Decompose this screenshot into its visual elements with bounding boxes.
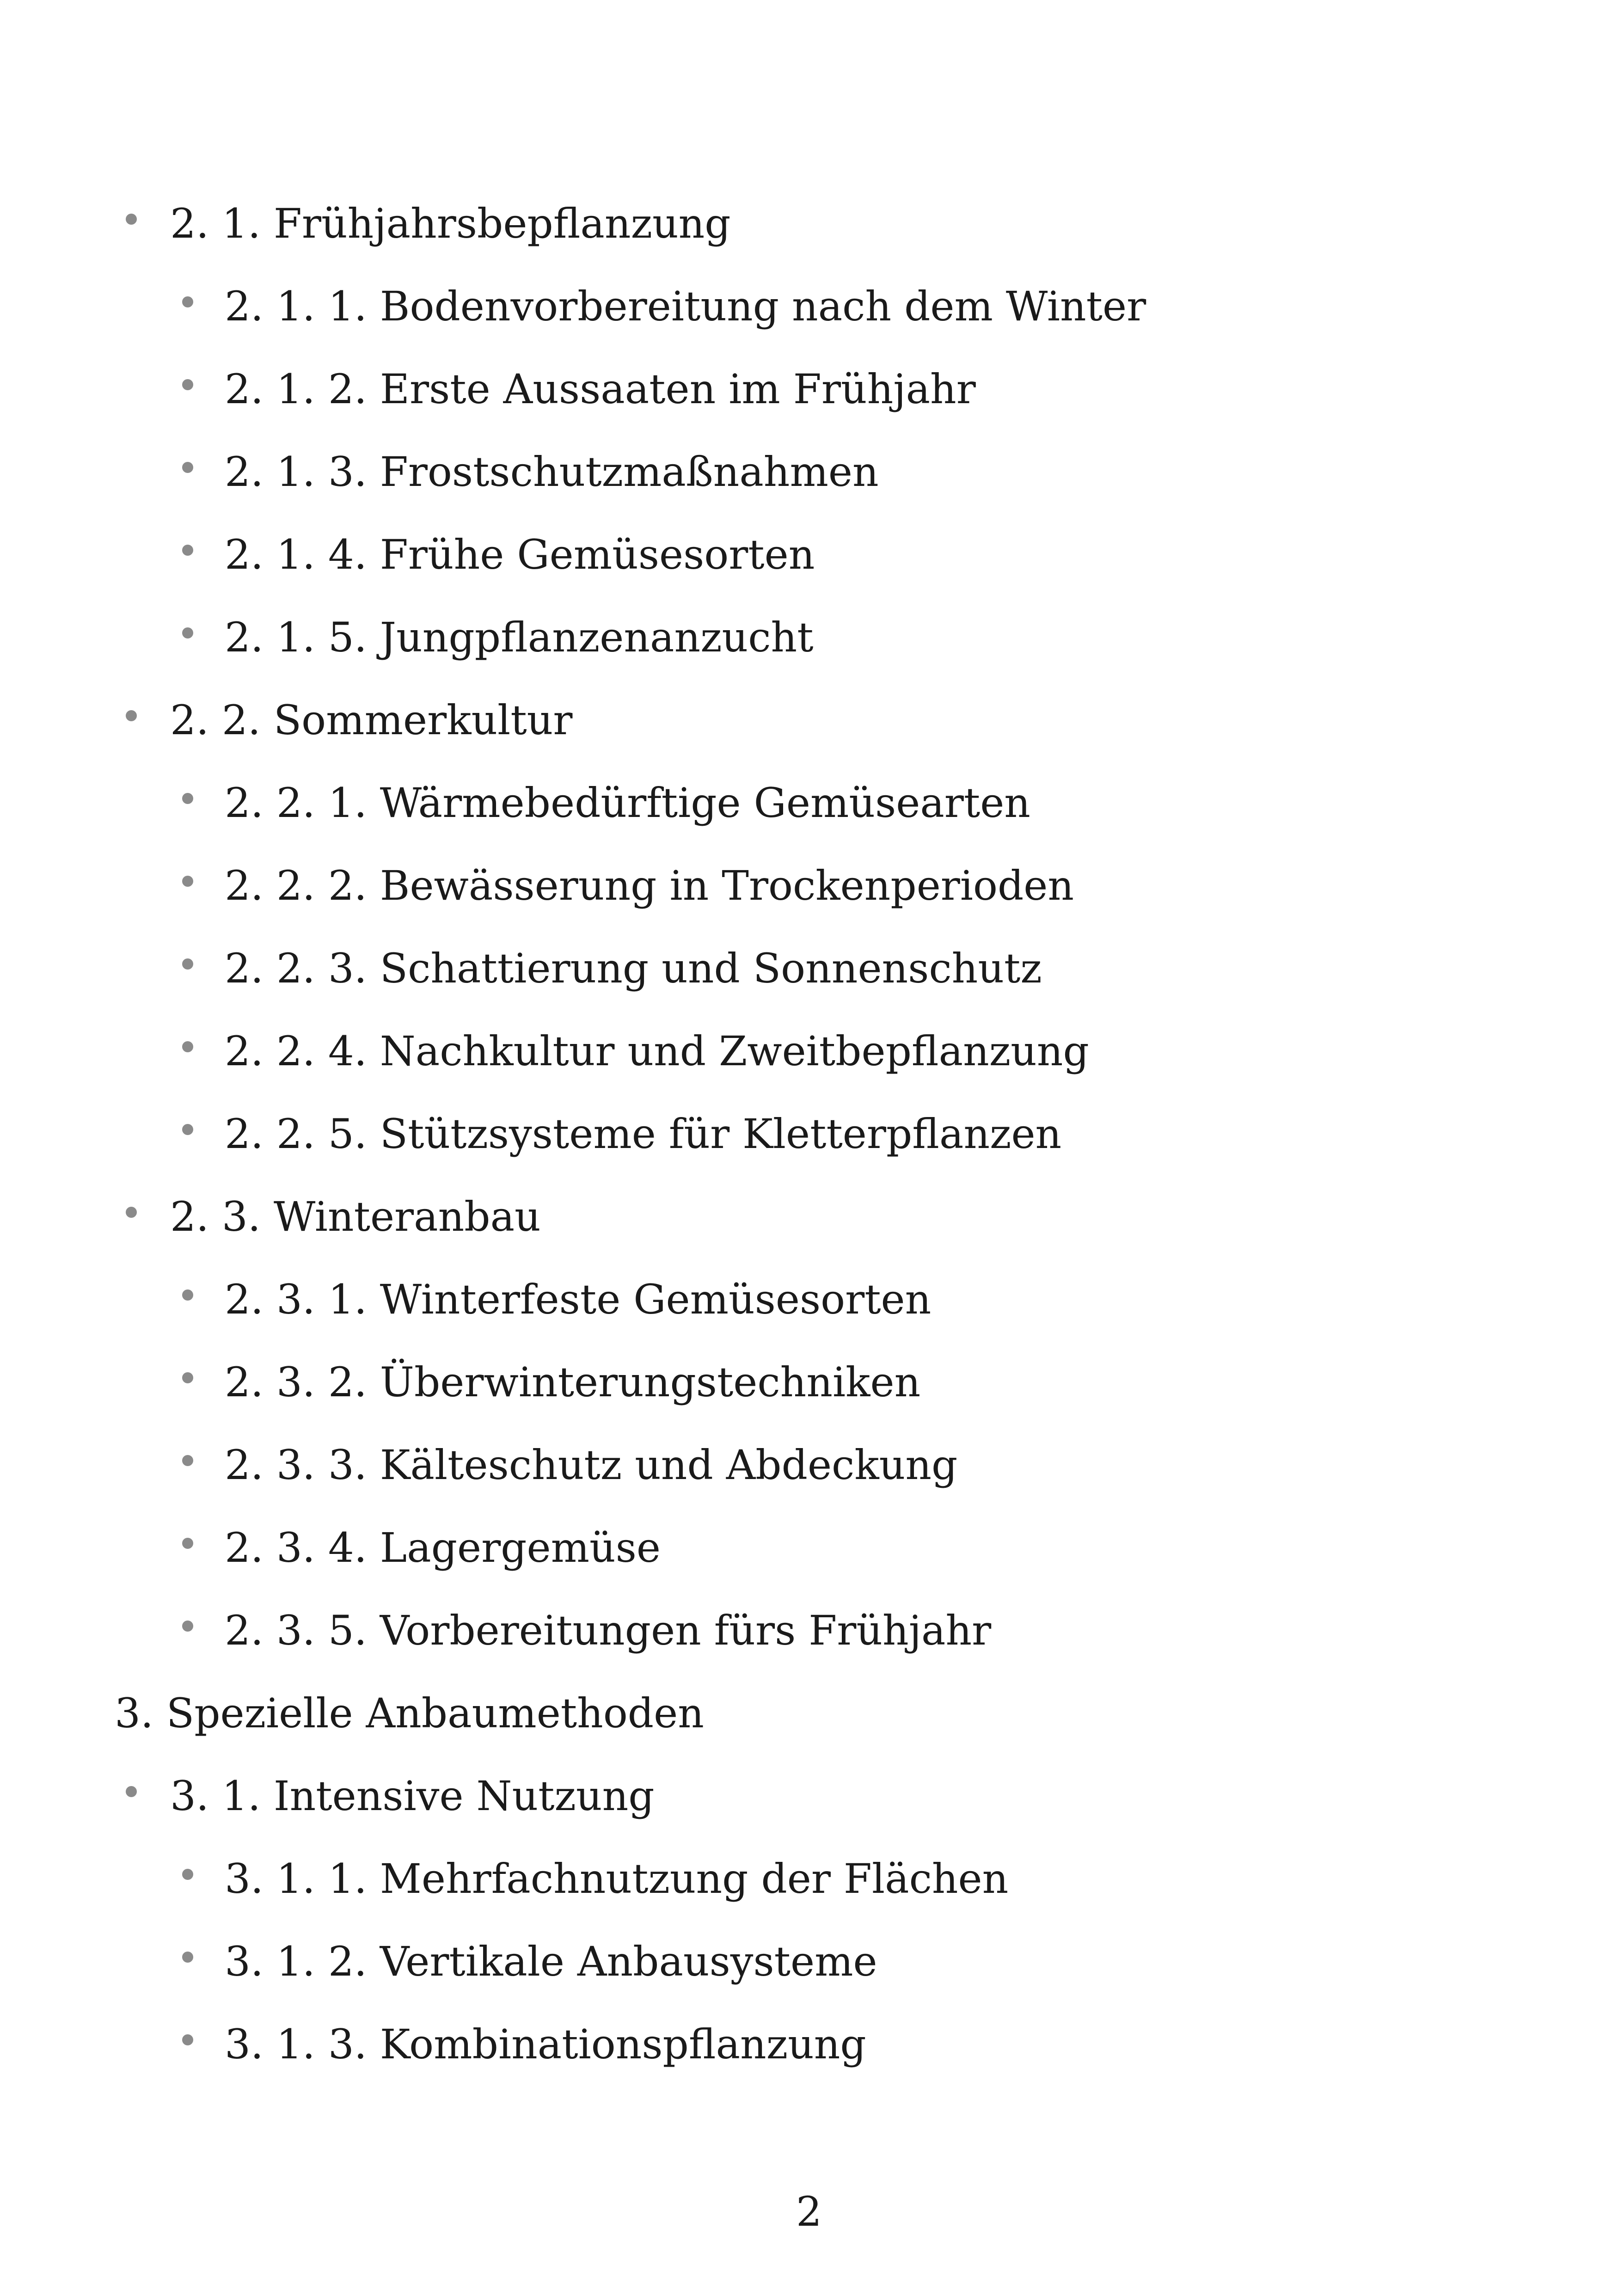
toc-entry-label: 2. 2. Sommerkultur (170, 696, 573, 744)
toc-entry-label: 3. Spezielle Anbaumethoden (115, 1689, 704, 1737)
toc-entry-label: 2. 3. 4. Lagergemüse (225, 1524, 661, 1572)
toc-entry[interactable] (225, 1358, 921, 1406)
bullet-icon (182, 876, 193, 887)
toc-entry-label: 3. 1. 1. Mehrfachnutzung der Flächen (225, 1855, 1009, 1903)
toc-entry[interactable] (225, 779, 1030, 827)
toc-entry[interactable] (170, 200, 731, 247)
bullet-icon (182, 1124, 193, 1135)
toc-entry-label: 2. 1. 4. Frühe Gemüsesorten (225, 531, 815, 578)
toc-entry[interactable] (225, 862, 1074, 909)
bullet-icon (182, 2034, 193, 2045)
toc-entry-label: 2. 3. 1. Winterfeste Gemüsesorten (225, 1276, 932, 1323)
toc-entry-label: 2. 1. 2. Erste Aussaaten im Frühjahr (225, 365, 976, 413)
toc-entry-label: 2. 3. 2. Überwinterungstechniken (225, 1358, 921, 1406)
toc-entry[interactable] (170, 696, 573, 744)
toc-entry[interactable] (170, 1772, 655, 1820)
toc-entry-label: 2. 1. 5. Jungpflanzenanzucht (225, 614, 814, 661)
toc-entry-label: 2. 3. Winteranbau (170, 1193, 541, 1240)
toc-entry-label: 3. 1. 2. Vertikale Anbausysteme (225, 1938, 877, 1985)
toc-entry[interactable] (225, 1276, 932, 1323)
toc-entry-label: 2. 2. 5. Stützsysteme für Kletterpflanzen (225, 1110, 1062, 1158)
toc-entry[interactable] (225, 531, 815, 578)
toc-entry[interactable] (225, 1524, 661, 1572)
toc-entry[interactable] (225, 2020, 866, 2068)
toc-entry-label: 2. 2. 1. Wärmebedürftige Gemüsearten (225, 779, 1030, 827)
bullet-icon (182, 1621, 193, 1632)
bullet-icon (182, 545, 193, 556)
bullet-icon (182, 1869, 193, 1880)
bullet-icon (126, 710, 137, 721)
toc-entry[interactable] (225, 614, 814, 661)
toc-entry[interactable] (115, 1689, 704, 1737)
toc-entry-label: 2. 2. 3. Schattierung und Sonnenschutz (225, 945, 1042, 992)
bullet-icon (182, 1289, 193, 1301)
toc-entry-label: 2. 1. 3. Frostschutzmaßnahmen (225, 448, 879, 496)
bullet-icon (182, 379, 193, 390)
toc-entry-label: 2. 2. 2. Bewässerung in Trockenperioden (225, 862, 1074, 909)
toc-entry-label: 3. 1. Intensive Nutzung (170, 1772, 655, 1820)
toc-entry[interactable] (225, 945, 1042, 992)
toc-entry[interactable] (225, 365, 976, 413)
toc-entry[interactable] (225, 448, 879, 496)
toc-entry-label: 3. 1. 3. Kombinationspflanzung (225, 2020, 866, 2068)
toc-entry-label: 2. 3. 3. Kälteschutz und Abdeckung (225, 1441, 958, 1489)
bullet-icon (182, 1952, 193, 1963)
toc-entry[interactable] (225, 1607, 992, 1654)
bullet-icon (126, 214, 137, 225)
toc-entry[interactable] (170, 1193, 541, 1240)
bullet-icon (182, 1538, 193, 1549)
bullet-icon (182, 1041, 193, 1052)
toc-entry[interactable] (225, 1027, 1089, 1075)
bullet-icon (182, 1372, 193, 1383)
bullet-icon (182, 958, 193, 970)
toc-entry-label: 2. 1. Frühjahrsbepflanzung (170, 200, 731, 247)
bullet-icon (182, 627, 193, 638)
bullet-icon (126, 1207, 137, 1218)
toc-entry[interactable] (225, 1441, 958, 1489)
toc-entry-label: 2. 1. 1. Bodenvorbereitung nach dem Winter (225, 282, 1146, 330)
bullet-icon (182, 1455, 193, 1466)
toc-entry[interactable] (225, 1938, 877, 1985)
bullet-icon (126, 1786, 137, 1797)
toc-entry[interactable] (225, 1855, 1009, 1903)
bullet-icon (182, 296, 193, 307)
toc-entry[interactable] (225, 1110, 1062, 1158)
toc-entry-label: 2. 2. 4. Nachkultur und Zweitbepflanzung (225, 1027, 1089, 1075)
page-number: 2 (796, 2188, 822, 2235)
toc-entry[interactable] (225, 282, 1146, 330)
toc-entry-label: 2. 3. 5. Vorbereitungen fürs Frühjahr (225, 1607, 992, 1654)
bullet-icon (182, 793, 193, 804)
bullet-icon (182, 462, 193, 473)
